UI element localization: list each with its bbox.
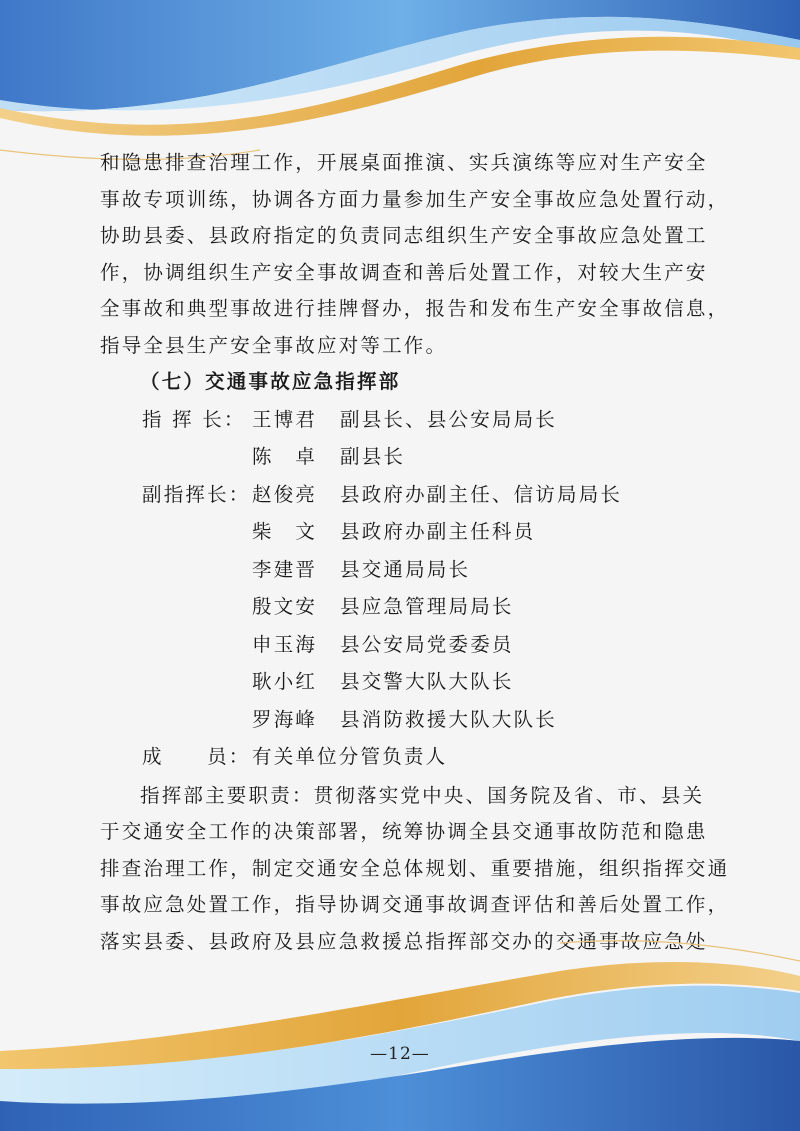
roster-role: [100, 438, 252, 476]
text-line: 和隐患排查治理工作，开展桌面推演、实兵演练等应对生产安全: [100, 151, 708, 174]
roster-row: [100, 701, 705, 739]
roster-role: [100, 701, 252, 739]
roster-name: 耿小红: [252, 670, 318, 693]
roster-name: 王博君: [252, 407, 318, 431]
roster-row: [100, 626, 705, 664]
text-line: 落实县委、县政府及县应急救援总指挥部交办的交通事故应急处: [100, 929, 708, 953]
command-roster: [100, 401, 705, 776]
roster-row: [100, 476, 705, 514]
text-line: 指导全县生产安全事故应对等工作。: [100, 333, 448, 357]
text-line: 排查治理工作，制定交通安全总体规划、重要措施，组织指挥交通: [100, 856, 730, 880]
continued-paragraph: [100, 145, 730, 364]
text-line: 全事故和典型事故进行挂牌督办，报告和发布生产安全事故信息，: [100, 297, 730, 320]
roster-title: 县公安局党委委员: [340, 632, 514, 656]
roster-name: 柴 文: [252, 520, 318, 543]
roster-name: 殷文安: [252, 595, 318, 618]
roster-title: 县消防救援大队大队长: [340, 707, 558, 731]
roster-name: 陈 卓: [252, 445, 318, 468]
roster-row: [100, 401, 705, 439]
text-line: 事故专项训练，协调各方面力量参加生产安全事故应急处置行动，: [100, 187, 730, 211]
bottom-wave-decoration: [0, 931, 800, 1131]
roster-name: 赵俊亮: [252, 482, 318, 506]
roster-row: [100, 513, 705, 551]
roster-role: 成 员：: [142, 745, 251, 768]
roster-role: [100, 513, 252, 551]
roster-role: [100, 663, 252, 701]
roster-title: 县政府办副主任、信访局局长: [340, 482, 623, 506]
roster-name: 罗海峰: [252, 707, 318, 731]
roster-row: [100, 588, 705, 626]
text-line: 协助县委、县政府指定的负责同志组织生产安全事故应急处置工: [100, 224, 708, 247]
roster-title: 副县长: [340, 445, 406, 468]
text-line: 于交通安全工作的决策部署，统筹协调全县交通事故防范和隐患: [100, 820, 708, 843]
roster-role: [100, 626, 252, 664]
roster-title: 县交警大队大队长: [340, 670, 514, 693]
text-line: 指挥部主要职责：贯彻落实党中央、国务院及省、市、县关: [140, 783, 705, 807]
roster-title: 副县长、县公安局局长: [340, 407, 558, 431]
roster-title: 县政府办副主任科员: [340, 520, 536, 543]
text-line: 作，协调组织生产安全事故调查和善后处置工作，对较大生产安: [100, 260, 708, 284]
document-body: [100, 145, 730, 960]
roster-title: 县交通局局长: [340, 557, 471, 581]
roster-role: 指 挥 长：: [142, 407, 246, 431]
roster-title: 县应急管理局局长: [340, 595, 514, 618]
roster-row: [100, 738, 705, 776]
roster-role: [100, 551, 252, 589]
roster-row: [100, 551, 705, 589]
text-line: 事故应急处置工作，指导协调交通事故调查评估和善后处置工作，: [100, 893, 730, 916]
roster-row: [100, 438, 705, 476]
roster-role: [100, 588, 252, 626]
roster-name: 有关单位分管负责人: [252, 745, 448, 768]
roster-role: 副指挥长：: [142, 482, 251, 506]
roster-name: 李建晋: [252, 557, 318, 581]
page-number: —12—: [370, 1044, 430, 1064]
roster-name: 申玉海: [252, 632, 318, 656]
section-heading: （七）交通事故应急指挥部: [140, 370, 401, 393]
roster-row: [100, 663, 705, 701]
